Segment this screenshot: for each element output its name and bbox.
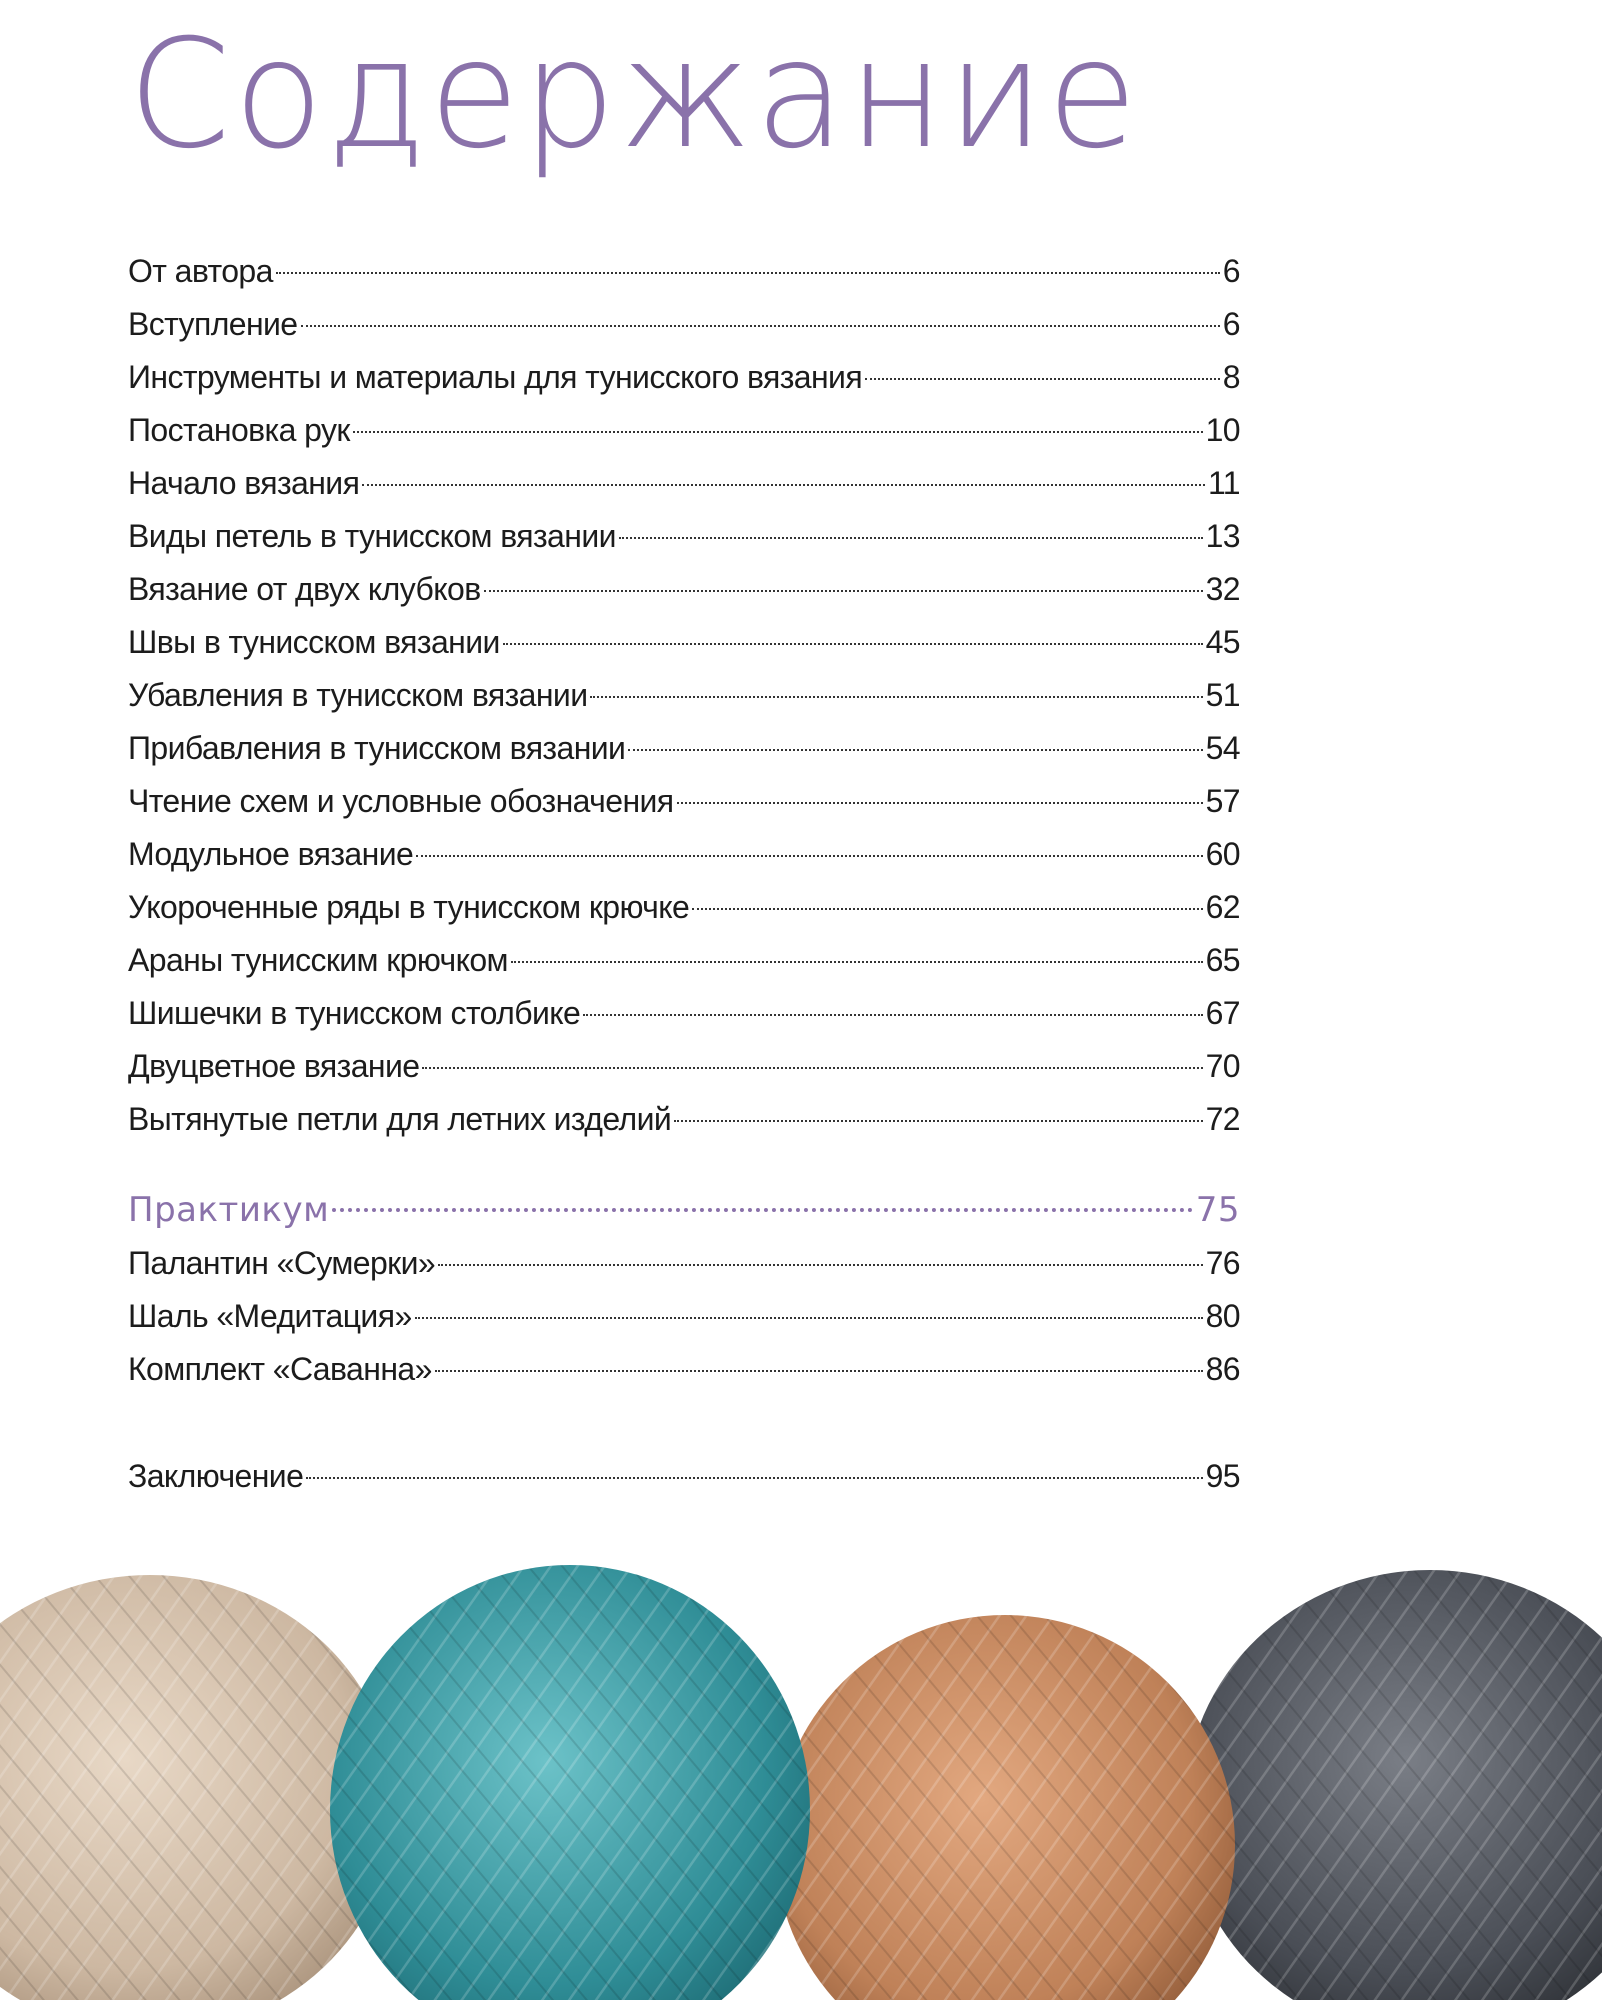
dot-leader [332, 1208, 1193, 1212]
toc-entry-label: Вступление [128, 306, 298, 342]
toc-entry-label: Вязание от двух клубков [128, 571, 481, 607]
dot-leader [583, 1014, 1202, 1016]
toc-entry-page: 70 [1205, 1048, 1240, 1084]
page-title: Содержание [128, 8, 1141, 182]
yarn-ball-gray [1185, 1570, 1602, 2000]
toc-entry-page: 72 [1205, 1101, 1240, 1137]
toc-entry-label: Комплект «Саванна» [128, 1351, 432, 1387]
practicum-entry [128, 1237, 1240, 1290]
practicum-entry [128, 1343, 1240, 1396]
toc-entry-label: Шаль «Медитация» [128, 1298, 412, 1334]
toc-entry-page: 86 [1205, 1351, 1240, 1387]
toc-entry-page: 6 [1222, 253, 1240, 289]
toc-entry-page: 57 [1205, 783, 1240, 819]
dot-leader [362, 484, 1205, 486]
toc-entry-page: 10 [1205, 412, 1240, 448]
yarn-ball-copper [775, 1615, 1235, 2000]
toc-entry-label: Шишечки в тунисском столбике [128, 995, 581, 1031]
toc-entry [128, 669, 1240, 722]
toc-entry-label: Двуцветное вязание [128, 1048, 420, 1084]
dot-leader [353, 431, 1203, 433]
toc-entry-label: Вытянутые петли для летних изделий [128, 1101, 672, 1137]
dot-leader [306, 1477, 1202, 1479]
practicum-heading-label: Практикум [128, 1190, 330, 1230]
toc-entry-label: Начало вязания [128, 465, 360, 501]
dot-leader [590, 696, 1202, 698]
toc-entry-label: Постановка рук [128, 412, 350, 448]
toc-entry-page: 80 [1205, 1298, 1240, 1334]
dot-leader [276, 272, 1220, 274]
toc-entry [128, 298, 1240, 351]
toc-entry [128, 722, 1240, 775]
dot-leader [674, 1120, 1202, 1122]
toc-entry-page: 45 [1205, 624, 1240, 660]
toc-entry-page: 65 [1205, 942, 1240, 978]
toc-entry-page: 60 [1205, 836, 1240, 872]
toc-entry [128, 987, 1240, 1040]
dot-leader [865, 378, 1220, 380]
toc-entry-label: Укороченные ряды в тунисском крючке [128, 889, 690, 925]
toc-entry-page: 6 [1222, 306, 1240, 342]
toc-entry-page: 8 [1222, 359, 1240, 395]
dot-leader [301, 325, 1220, 327]
toc-entry-page: 54 [1205, 730, 1240, 766]
toc-entry-label: Инструменты и материалы для тунисского вязания [128, 359, 863, 395]
toc-entry-label: Заключение [128, 1458, 304, 1494]
toc-entry-page: 51 [1205, 677, 1240, 713]
toc-entry-page: 13 [1205, 518, 1240, 554]
toc-entry-label: Араны тунисским крючком [128, 942, 508, 978]
toc-entry-page: 67 [1205, 995, 1240, 1031]
yarn-ball-teal [330, 1565, 810, 2000]
dot-leader [503, 643, 1203, 645]
dot-leader [619, 537, 1203, 539]
yarn-balls-photo [0, 1545, 1602, 2000]
toc-entry-page: 32 [1205, 571, 1240, 607]
dot-leader [677, 802, 1203, 804]
toc-entry [128, 457, 1240, 510]
dot-leader [484, 590, 1203, 592]
dot-leader [416, 855, 1202, 857]
toc-entry-page: 62 [1205, 889, 1240, 925]
toc-entry [128, 881, 1240, 934]
toc-entry-page: 76 [1205, 1245, 1240, 1281]
toc-entry [128, 245, 1240, 298]
practicum-heading [128, 1184, 1240, 1237]
dot-leader [422, 1067, 1202, 1069]
toc-entry-label: Виды петель в тунисском вязании [128, 518, 616, 554]
toc-entry-label: Чтение схем и условные обозначения [128, 783, 674, 819]
dot-leader [511, 961, 1203, 963]
dot-leader [628, 749, 1202, 751]
toc-entry-label: От автора [128, 253, 273, 289]
toc-entry [128, 404, 1240, 457]
practicum-heading-page: 75 [1195, 1190, 1240, 1230]
toc-entry [128, 1093, 1240, 1146]
toc-entry [128, 775, 1240, 828]
toc-entry [128, 616, 1240, 669]
toc-entry-page: 95 [1205, 1458, 1240, 1494]
toc-entry-label: Швы в тунисском вязании [128, 624, 500, 660]
toc-entry [128, 828, 1240, 881]
toc-entry [128, 563, 1240, 616]
toc-entry-page: 11 [1207, 465, 1240, 501]
toc-entry [128, 1040, 1240, 1093]
toc-entry-label: Палантин «Сумерки» [128, 1245, 436, 1281]
toc-entry-label: Модульное вязание [128, 836, 414, 872]
toc-entry [128, 934, 1240, 987]
dot-leader [692, 908, 1202, 910]
toc-entry-label: Убавления в тунисском вязании [128, 677, 588, 713]
table-of-contents [128, 245, 1240, 1503]
dot-leader [435, 1370, 1203, 1372]
toc-entry [128, 351, 1240, 404]
dot-leader [438, 1264, 1203, 1266]
conclusion-entry [128, 1450, 1240, 1503]
toc-entry-label: Прибавления в тунисском вязании [128, 730, 626, 766]
dot-leader [415, 1317, 1203, 1319]
practicum-entry [128, 1290, 1240, 1343]
toc-entry [128, 510, 1240, 563]
